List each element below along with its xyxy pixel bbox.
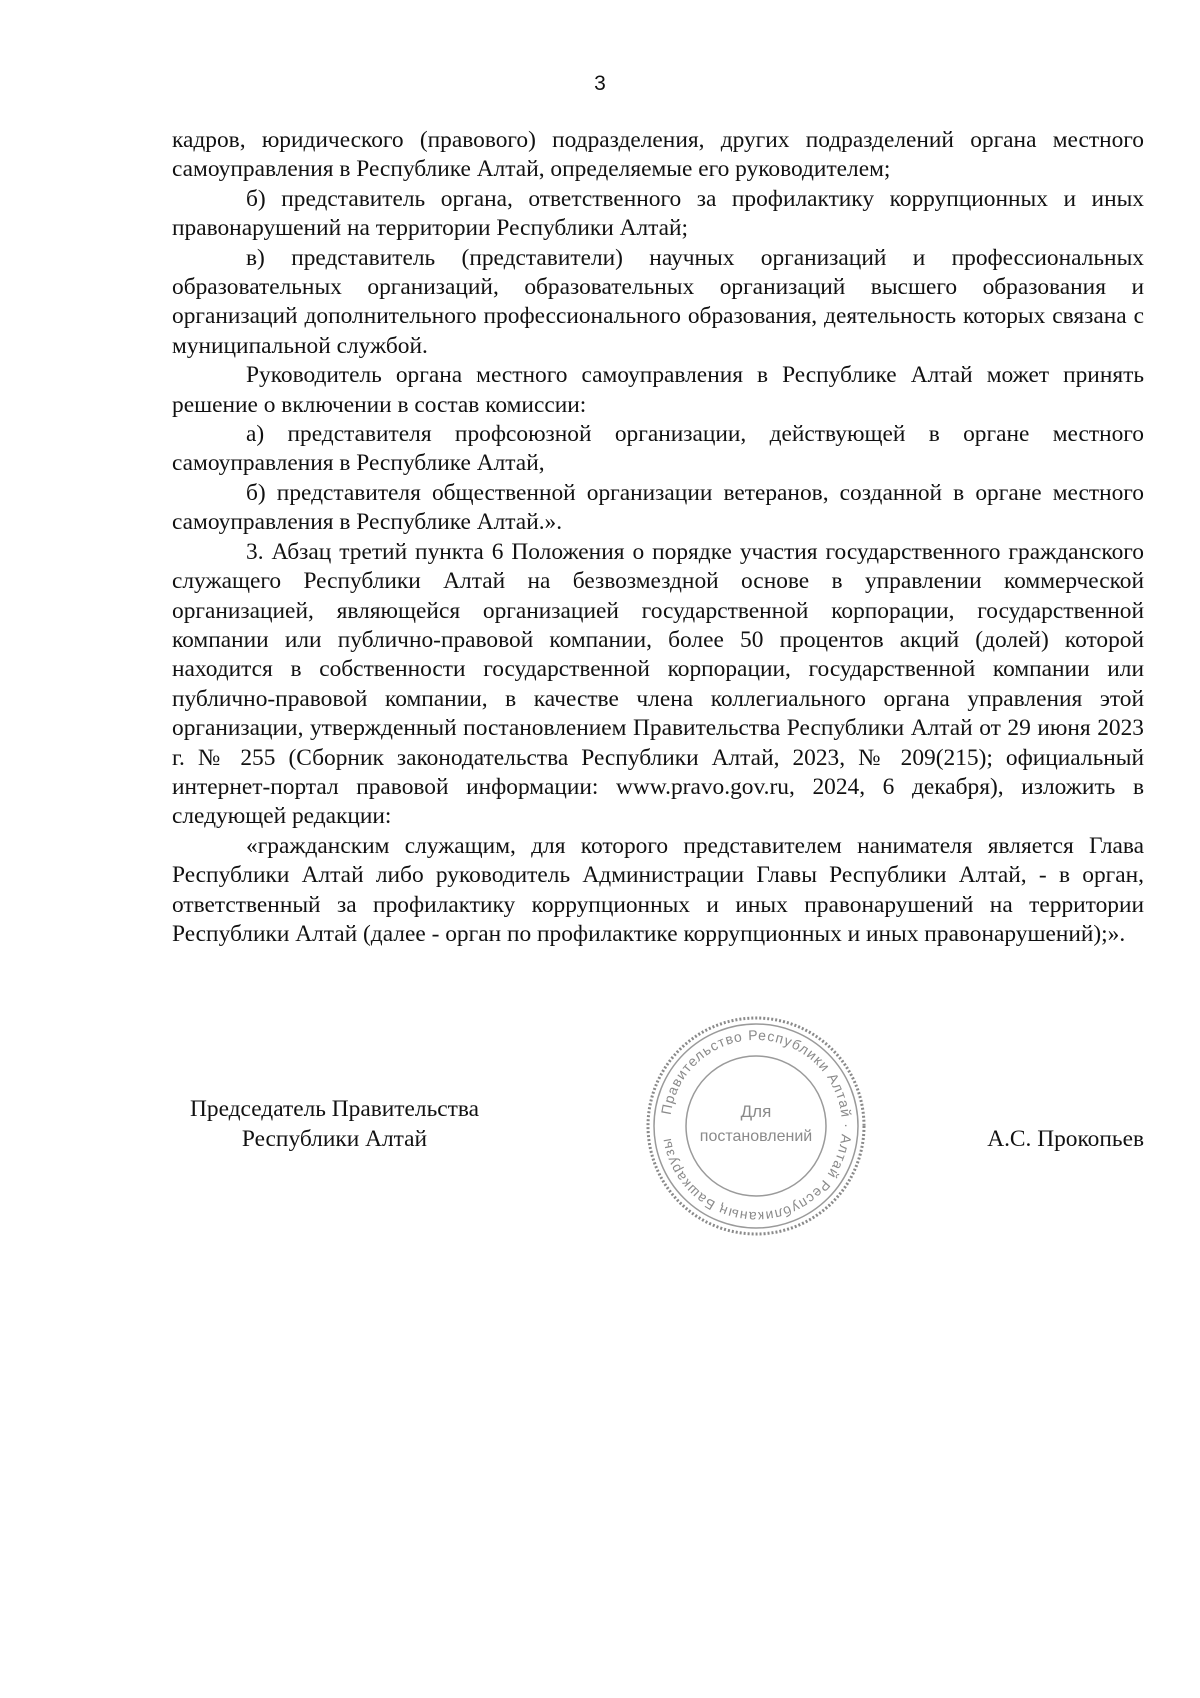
seal-center-line2: постановлений bbox=[699, 1128, 813, 1145]
signatory-title-line: Председатель Правительства bbox=[190, 1096, 479, 1122]
seal-text-ring bbox=[686, 1056, 826, 1196]
seal-outer-text-path: Правительство Республики Алтай · Алтай Республиканың Башкарузы bbox=[657, 1026, 855, 1226]
signatory-title-line: Республики Алтай bbox=[241, 1126, 428, 1152]
paragraph: Руководитель органа местного самоуправления в Республике Алтай может принять решение о включении в состав комиссии: bbox=[172, 362, 1144, 418]
seal-center-line1: Для bbox=[740, 1102, 772, 1121]
page-number: 3 bbox=[594, 72, 606, 95]
paragraph: а) представителя профсоюзной организации, действующей в органе местного самоуправления в Республике Алтай, bbox=[172, 421, 1144, 477]
paragraph: в) представитель (представители) научных организаций и профессиональных образовательных организаций, образовательных организаций высшего образования и организаций дополнительного профессионального образования, деятельность которых связана с муниципальной службой. bbox=[172, 244, 1144, 359]
paragraph: 3. Абзац третий пункта 6 Положения о порядке участия государственного гражданского служащего Республики Алтай на безвозмездной основе в управлении коммерческой организацией, являющейся организацией государственной корпорации, государственной компании или публично-правовой компании, более 50 процентов акций (долей) которой находится в собственности государственной корпорации, государственной компании или публично-правовой компании, в качестве члена коллегиального органа управления этой организации, утвержденный постановлением Правительства Республики Алтай от 29 июня 2023 г. № 255 (Сборник законодательства Республики Алтай, 2023, № 209(215); официальный интернет-портал правовой информации: www.pravo.gov.ru, 2024, 6 декабря), изложить в следующей редакции: bbox=[172, 538, 1144, 830]
signatory-name: А.С. Прокопьев bbox=[987, 1126, 1144, 1152]
seal-outer-ring bbox=[648, 1018, 864, 1234]
paragraph: кадров, юридического (правового) подразделения, других подразделений органа местного самоуправления в Республике Алтай, определяемые его руководителем; bbox=[172, 127, 1144, 183]
document-body bbox=[172, 126, 1144, 949]
signature-block bbox=[0, 1094, 1200, 1174]
official-seal bbox=[641, 1011, 871, 1241]
paragraph: б) представитель органа, ответственного за профилактику коррупционных и иных правонарушений на территории Республики Алтай; bbox=[172, 185, 1144, 242]
paragraph: «гражданским служащим, для которого представителем нанимателя является Глава Республики Алтай либо руководитель Администрации Главы Республики Алтай, - в орган, ответственный за профилактику коррупционных и иных правонарушений на территории Республики Алтай (далее - орган по профилактике коррупционных и иных правонарушений);». bbox=[172, 832, 1144, 947]
signatory-title bbox=[190, 1094, 479, 1154]
paragraph: б) представителя общественной организации ветеранов, созданной в органе местного самоуправления в Республике Алтай.». bbox=[172, 479, 1144, 536]
seal-inner-ring bbox=[654, 1024, 858, 1228]
